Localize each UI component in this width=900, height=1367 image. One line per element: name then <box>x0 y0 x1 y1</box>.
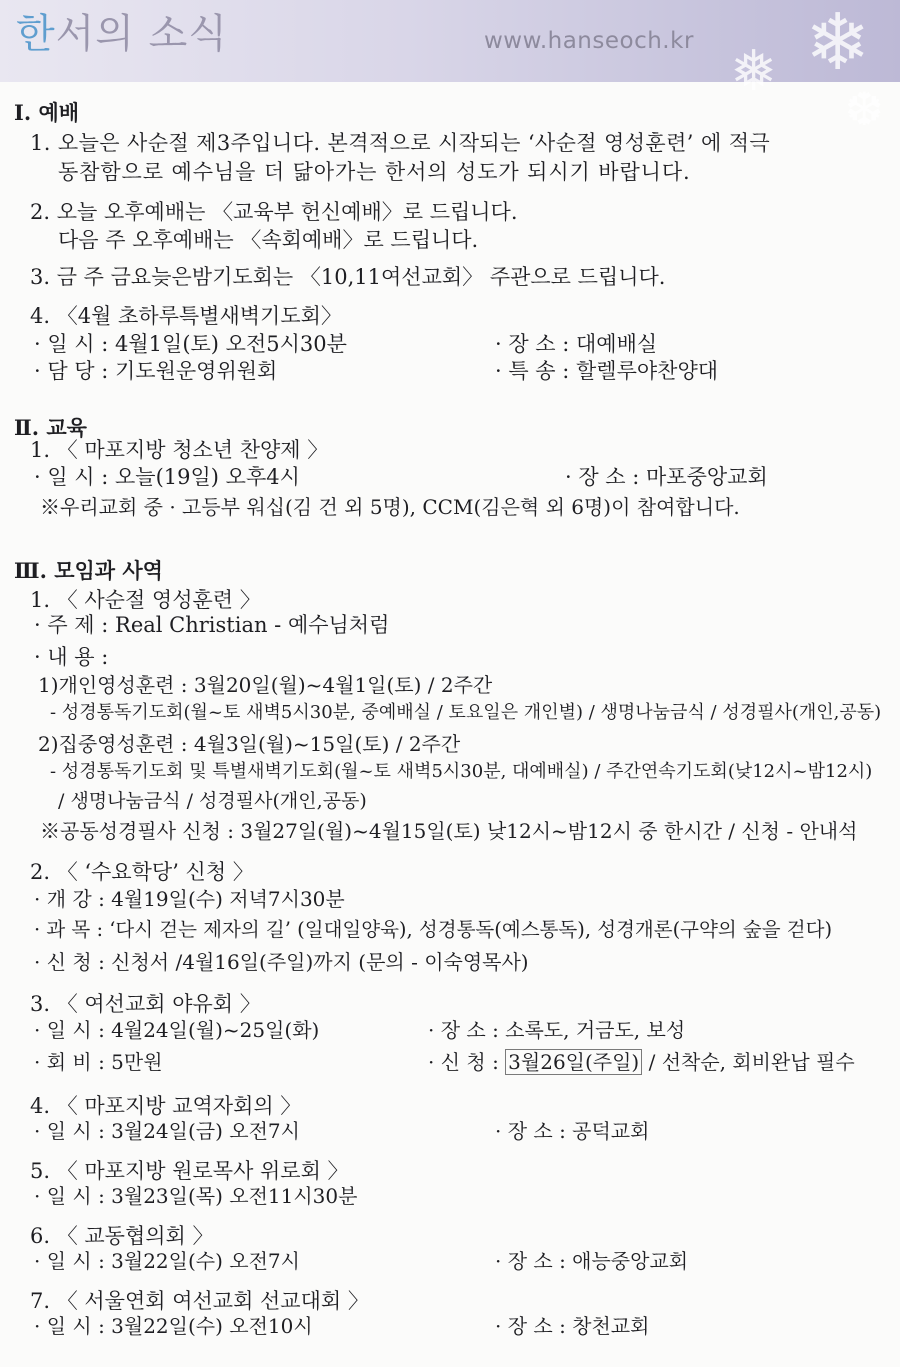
ministry-item-7-place: · 장 소 : 창천교회 <box>495 1314 650 1338</box>
worship-item-4-place: · 장 소 : 대예배실 <box>495 332 658 356</box>
section-heading-ministry: Ⅲ. 모임과 사역 <box>14 558 163 583</box>
section-heading-worship: Ⅰ. 예배 <box>14 100 80 125</box>
snowflake-icon: ❅ <box>730 39 777 104</box>
ministry-item-1-note: ※공동성경필사 신청 : 3월27일(월)~4월15일(토) 낮12시~밤12시 중 한시간 / 신청 - 안내석 <box>40 819 858 843</box>
ministry-item-1-personal-detail: - 성경통독기도회(월~토 새벽5시30분, 중예배실 / 토요일은 개인별) / 생명나눔금식 / 성경필사(개인,공동) <box>50 702 882 723</box>
ministry-item-6-title: 6. 〈 교동협의회 〉 <box>30 1224 214 1248</box>
ministry-item-1-intensive: 2)집중영성훈련 : 4월3일(월)~15일(토) / 2주간 <box>38 732 461 756</box>
ministry-item-2-subjects: · 과 목 : ‘다시 걷는 제자의 길’ (일대일양육), 성경통독(예스통독), 성경개론(구약의 숲을 걷다) <box>34 918 833 941</box>
ministry-item-7-date: · 일 시 : 3월22일(수) 오전10시 <box>34 1314 313 1338</box>
ministry-item-2-title: 2. 〈 ‘수요학당’ 신청 〉 <box>30 860 254 884</box>
ministry-item-5-date: · 일 시 : 3월23일(목) 오전11시30분 <box>34 1184 358 1208</box>
ministry-item-7-title: 7. 〈 서울연회 여선교회 선교대회 〉 <box>30 1289 369 1313</box>
ministry-item-1-title: 1. 〈 사순절 영성훈련 〉 <box>30 588 261 612</box>
education-item-1-place: · 장 소 : 마포중앙교회 <box>565 465 768 489</box>
worship-item-4-date: · 일 시 : 4월1일(토) 오전5시30분 <box>34 332 347 356</box>
snowflake-icon: ❄ <box>805 0 871 88</box>
apply-label: · 신 청 : <box>428 1050 499 1074</box>
worship-item-2-line-1: 2. 오늘 오후예배는 〈교육부 헌신예배〉로 드립니다. <box>30 200 518 224</box>
ministry-item-4-title: 4. 〈 마포지방 교역자회의 〉 <box>30 1094 302 1118</box>
ministry-item-3-date: · 일 시 : 4월24일(월)~25일(화) <box>34 1018 320 1042</box>
ministry-item-1-intensive-detail-2: / 생명나눔금식 / 성경필사(개인,공동) <box>58 790 367 812</box>
newsletter-title <box>16 10 228 58</box>
education-item-1-note: ※우리교회 중 · 고등부 워십(김 건 외 5명), CCM(김은혁 외 6명)이 참여합니다. <box>40 495 740 519</box>
ministry-item-2-opening: · 개 강 : 4월19일(수) 저녁7시30분 <box>34 887 345 911</box>
ministry-item-6-place: · 장 소 : 애능중앙교회 <box>495 1249 689 1273</box>
worship-item-4-host: · 담 당 : 기도원운영위원회 <box>34 359 278 383</box>
title-rest: 서의 소식 <box>55 11 228 57</box>
worship-item-1-line-1: 1. 오늘은 사순절 제3주입니다. 본격적으로 시작되는 ‘사순절 영성훈련’ 에 적극 <box>30 131 771 155</box>
worship-item-1-line-2: 동참함으로 예수님을 더 닮아가는 한서의 성도가 되시기 바랍니다. <box>58 160 691 184</box>
ministry-item-5-title: 5. 〈 마포지방 원로목사 위로회 〉 <box>30 1159 349 1183</box>
ministry-item-1-theme: · 주 제 : Real Christian - 예수님처럼 <box>34 613 390 637</box>
education-item-1-title: 1. 〈 마포지방 청소년 찬양제 〉 <box>30 438 329 462</box>
snowflake-icon: ❆ <box>845 82 884 136</box>
worship-item-3: 3. 금 주 금요늦은밤기도회는 〈10,11여선교회〉 주관으로 드립니다. <box>30 265 666 289</box>
ministry-item-3-title: 3. 〈 여선교회 야유회 〉 <box>30 992 261 1016</box>
worship-item-4-title: 4. 〈4월 초하루특별새벽기도회〉 <box>30 304 342 328</box>
ministry-item-6-date: · 일 시 : 3월22일(수) 오전7시 <box>34 1249 300 1273</box>
ministry-item-4-date: · 일 시 : 3월24일(금) 오전7시 <box>34 1119 300 1143</box>
ministry-item-2-apply: · 신 청 : 신청서 /4월16일(주일)까지 (문의 - 이숙영목사) <box>34 950 529 974</box>
ministry-item-1-intensive-detail-1: - 성경통독기도회 및 특별새벽기도회(월~토 새벽5시30분, 대예배실) / 주간연속기도회(낮12시~밤12시) <box>50 761 873 782</box>
worship-item-2-line-2: 다음 주 오후예배는 〈속회예배〉로 드립니다. <box>58 228 479 252</box>
section-heading-education: Ⅱ. 교육 <box>14 415 87 440</box>
apply-detail: / 선착순, 회비완납 필수 <box>648 1050 855 1074</box>
ministry-item-3-place: · 장 소 : 소록도, 거금도, 보성 <box>428 1018 686 1042</box>
education-item-1-date: · 일 시 : 오늘(19일) 오후4시 <box>34 465 300 489</box>
ministry-item-3-fee: · 회 비 : 5만원 <box>34 1050 163 1074</box>
apply-date-boxed: 3월26일(주일) <box>505 1049 642 1075</box>
website-url: www.hanseoch.kr <box>484 28 694 54</box>
ministry-item-1-content-label: · 내 용 : <box>34 645 109 669</box>
ministry-item-1-personal: 1)개인영성훈련 : 3월20일(월)~4월1일(토) / 2주간 <box>38 673 493 697</box>
ministry-item-3-apply <box>428 1049 855 1075</box>
title-first-char: 한 <box>16 11 56 57</box>
worship-item-4-special-song: · 특 송 : 할렐루야찬양대 <box>495 359 719 383</box>
ministry-item-4-place: · 장 소 : 공덕교회 <box>495 1119 650 1143</box>
